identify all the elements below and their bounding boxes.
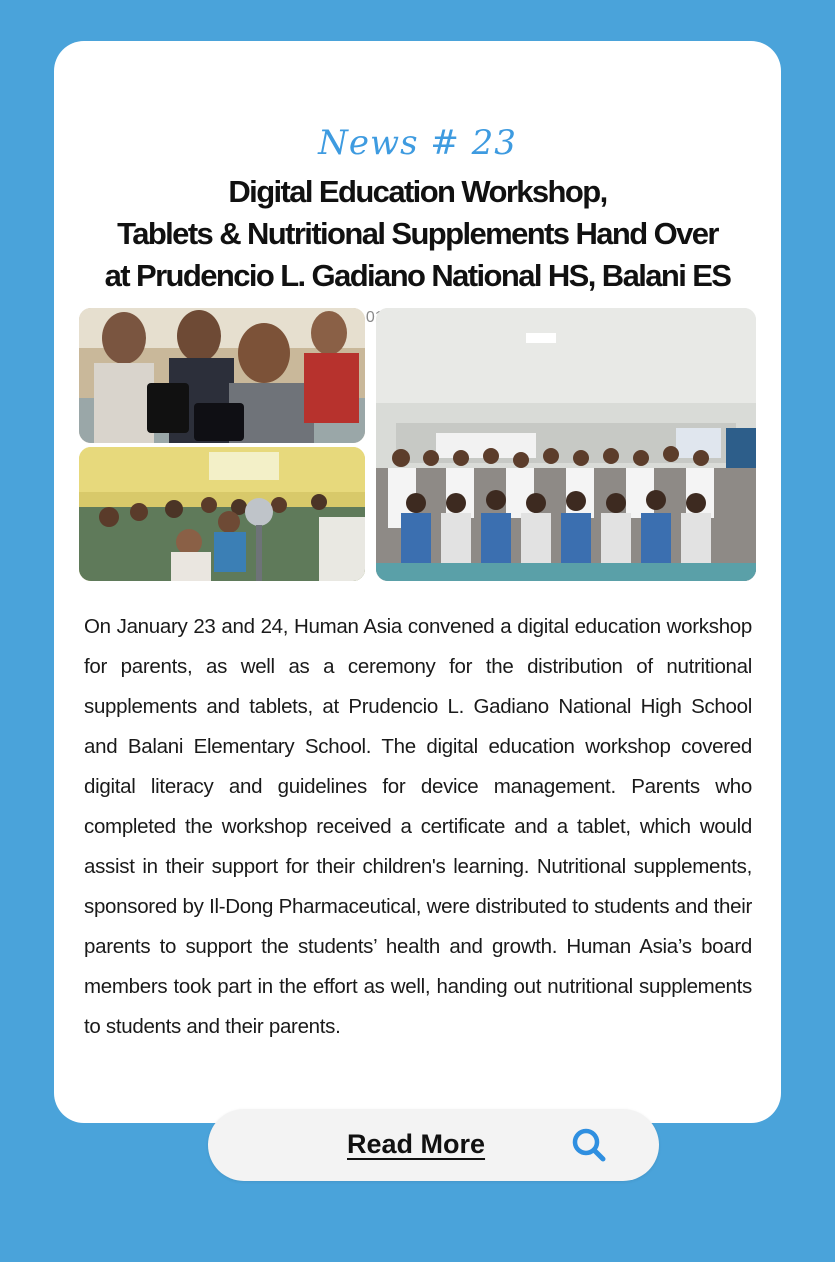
news-number: News # 23 <box>318 123 517 163</box>
search-icon[interactable] <box>570 1126 608 1164</box>
title-line-3: at Prudencio L. Gadiano National HS, Balani ES <box>104 258 731 293</box>
news-title <box>54 171 781 297</box>
title-line-2: Tablets & Nutritional Supplements Hand Over <box>117 216 718 251</box>
read-more-link[interactable]: Read More <box>347 1129 486 1159</box>
photo-group <box>376 308 756 581</box>
news-body: On January 23 and 24, Human Asia convened a digital education workshop for parents, as well as a ceremony for the distribution of nutritional supplements and tablets, at Prudencio L. Gadiano National High School and Balani Elementary School. The digital education workshop covered digital literacy and guidelines for device management. Parents who completed the workshop received a certificate and a tablet, which would assist in their support for their children's learning. Nutritional supplements, sponsored by Il-Dong Pharmaceutical, were distributed to students and their parents to support the students’ health and growth. Human Asia’s board members took part in the effort as well, handing out nutritional supplements to students and their parents. <box>84 615 752 1038</box>
title-line-1: Digital Education Workshop, <box>228 174 607 209</box>
photo-parents-with-tablets <box>79 308 365 443</box>
photo-classroom-workshop <box>79 447 365 581</box>
read-more-bar[interactable] <box>208 1109 659 1181</box>
